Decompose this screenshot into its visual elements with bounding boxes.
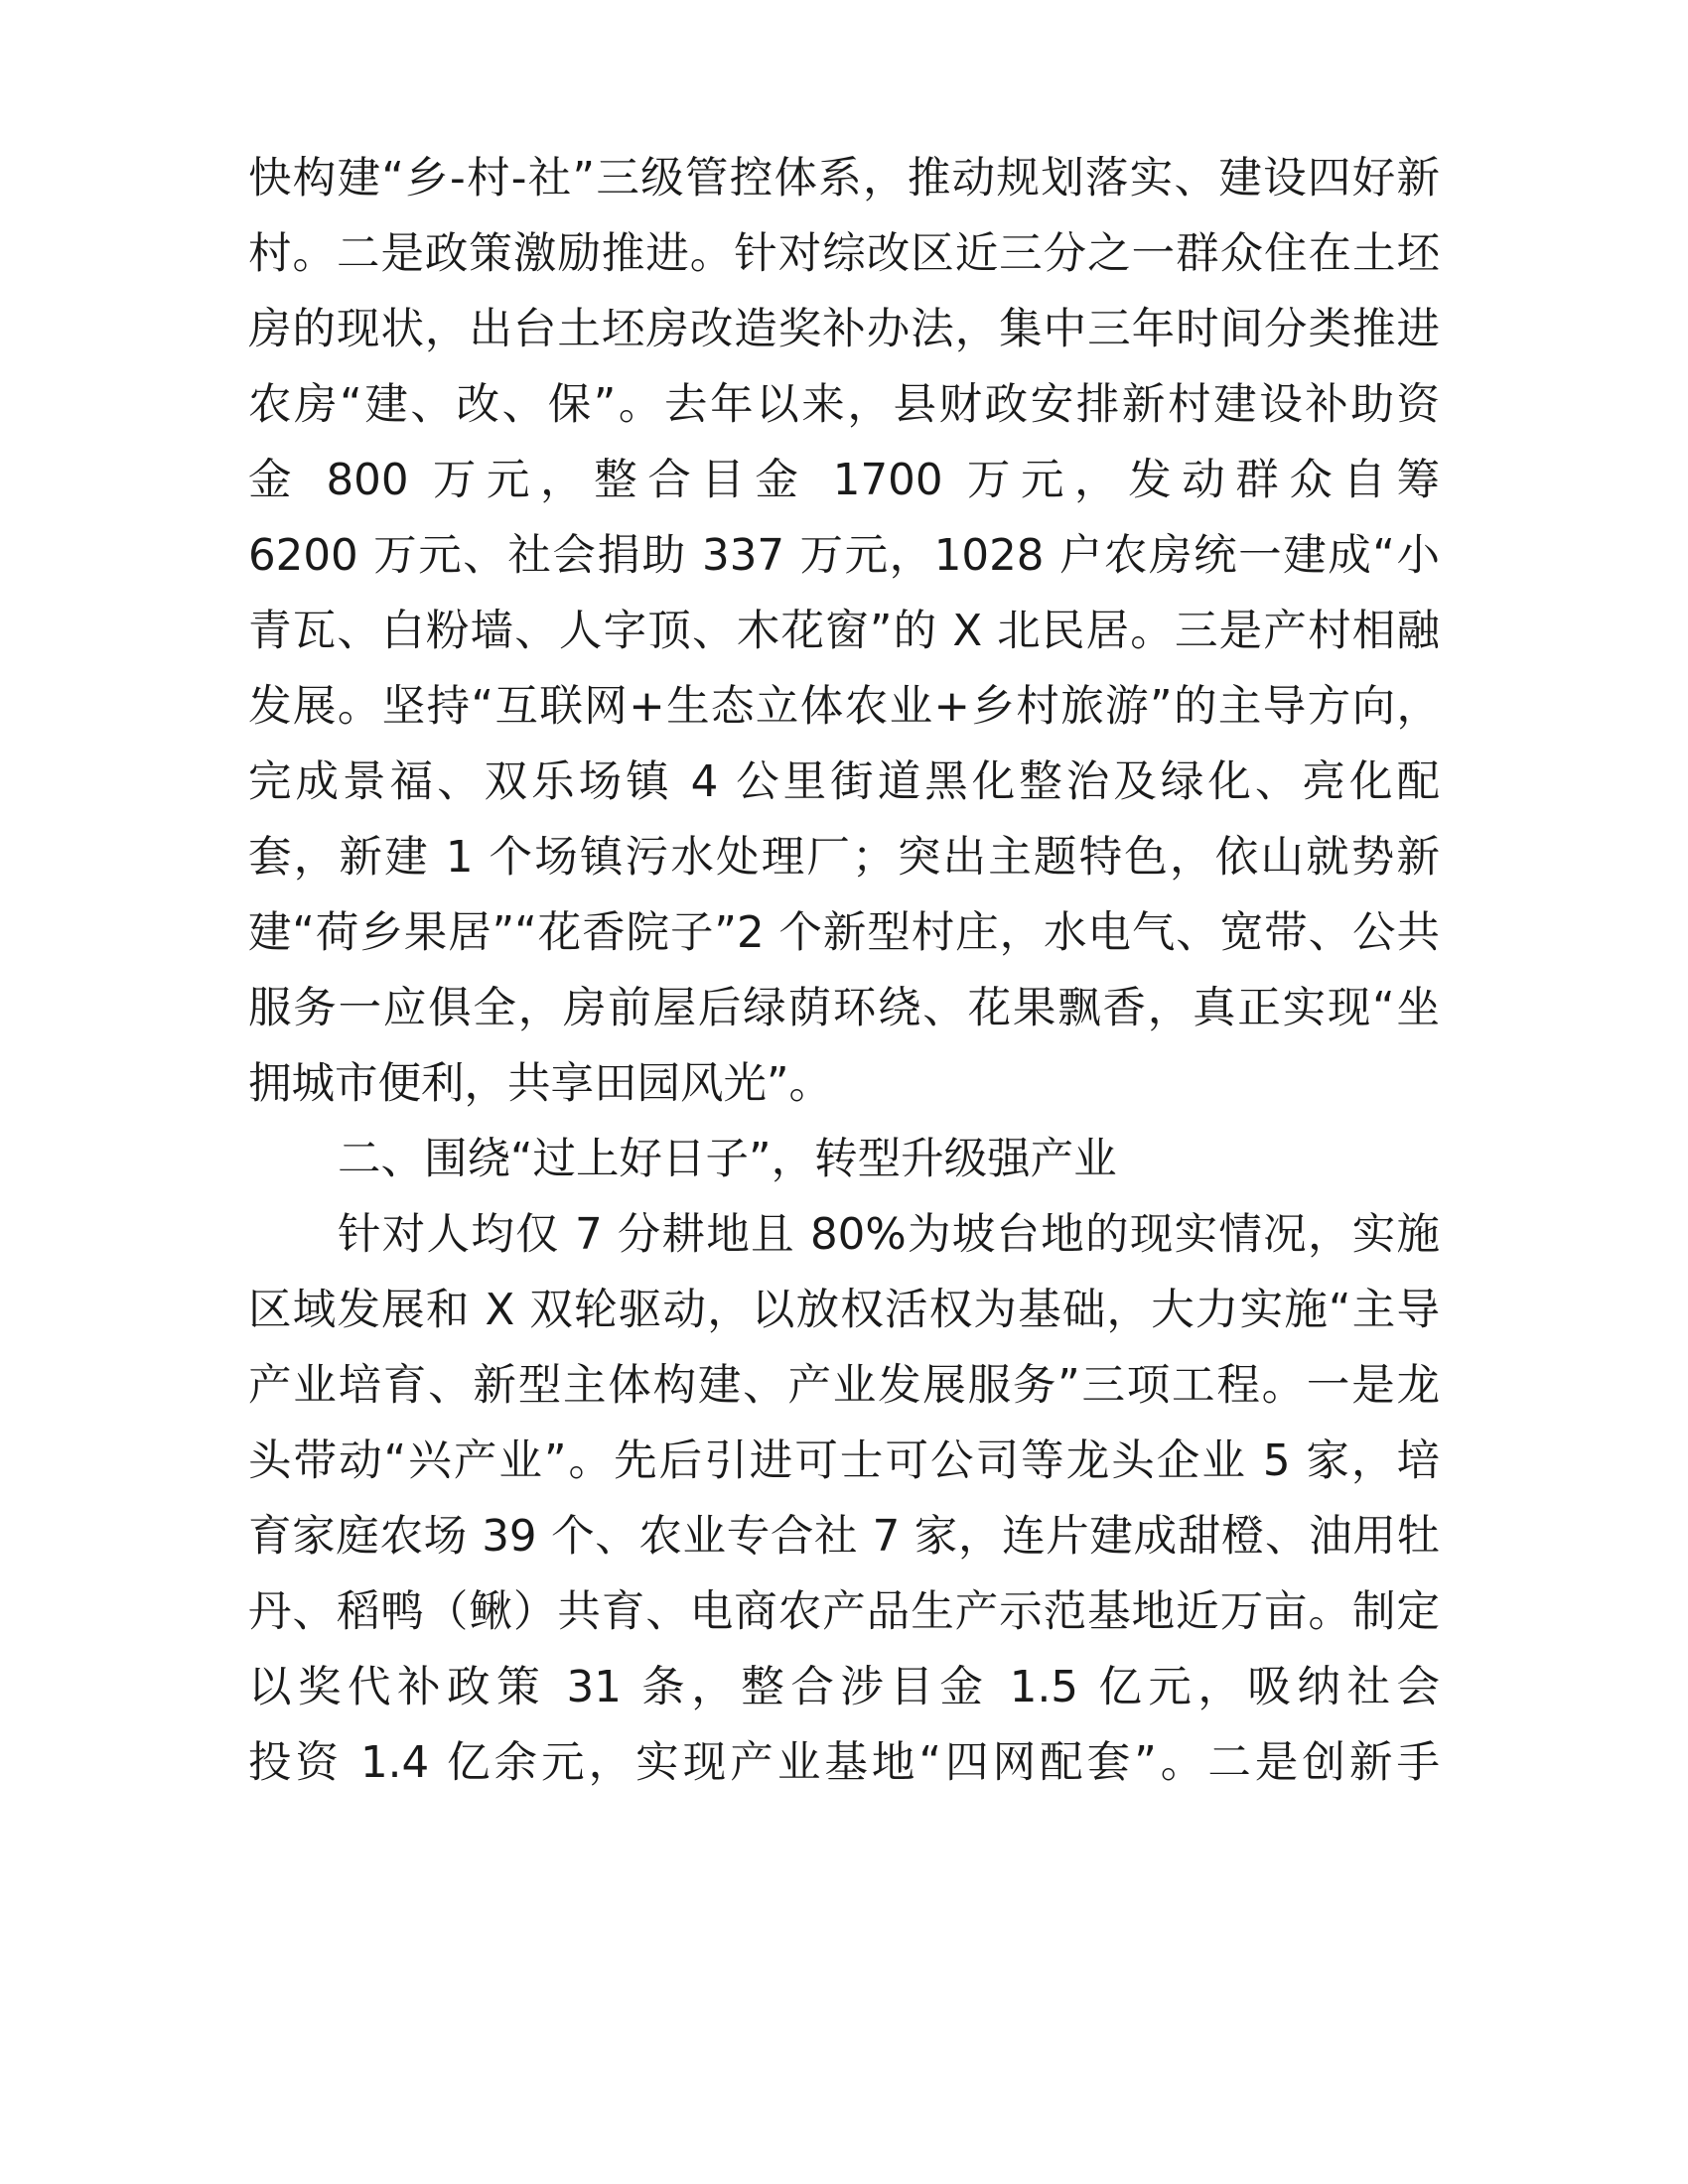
body-text-line: 金 800 万元，整合目金 1700 万元，发动群众自筹	[248, 456, 1440, 505]
body-text-line: 套，新建 1 个场镇污水处理厂；突出主题特色，依山就势新	[248, 833, 1440, 883]
body-text-line: 育家庭农场 39 个、农业专合社 7 家，连片建成甜橙、油用牡	[248, 1512, 1440, 1562]
body-text-line: 服务一应俱全，房前屋后绿荫环绕、花果飘香，真正实现“坐	[248, 984, 1440, 1033]
body-text-line: 房的现状，出台土坯房改造奖补办法，集中三年时间分类推进	[248, 305, 1440, 354]
body-text-line: 6200 万元、社会捐助 337 万元，1028 户农房统一建成“小	[248, 531, 1440, 581]
body-text-line: 拥城市便利，共享田园风光”。	[248, 1059, 833, 1109]
section-heading: 二、围绕“过上好日子”，转型升级强产业	[338, 1135, 1117, 1184]
body-text-line: 青瓦、白粉墙、人字顶、木花窗”的 X 北民居。三是产村相融	[248, 607, 1440, 656]
body-text-line: 针对人均仅 7 分耕地且 80%为坡台地的现实情况，实施	[338, 1210, 1440, 1260]
body-text-line: 以奖代补政策 31 条，整合涉目金 1.5 亿元，吸纳社会	[248, 1663, 1440, 1712]
body-text-line: 村。二是政策激励推进。针对综改区近三分之一群众住在土坯	[248, 229, 1440, 279]
body-text-line: 农房“建、改、保”。去年以来，县财政安排新村建设补助资	[248, 380, 1440, 430]
body-text-line: 投资 1.4 亿余元，实现产业基地“四网配套”。二是创新手	[248, 1738, 1440, 1788]
body-text-line: 丹、稻鸭（鳅）共育、电商农产品生产示范基地近万亩。制定	[248, 1587, 1440, 1637]
body-text-line: 产业培育、新型主体构建、产业发展服务”三项工程。一是龙	[248, 1361, 1440, 1411]
body-text-line: 头带动“兴产业”。先后引进可士可公司等龙头企业 5 家，培	[248, 1436, 1440, 1486]
body-text-line: 区域发展和 X 双轮驱动，以放权活权为基础，大力实施“主导	[248, 1286, 1440, 1335]
body-text-line: 完成景福、双乐场镇 4 公里街道黑化整治及绿化、亮化配	[248, 757, 1440, 807]
body-text-line: 建“荷乡果居”“花香院子”2 个新型村庄，水电气、宽带、公共	[248, 908, 1440, 958]
body-text-line: 快构建“乡-村-社”三级管控体系，推动规划落实、建设四好新	[248, 154, 1440, 204]
body-text-line: 发展。坚持“互联网+生态立体农业+乡村旅游”的主导方向，	[248, 682, 1440, 732]
